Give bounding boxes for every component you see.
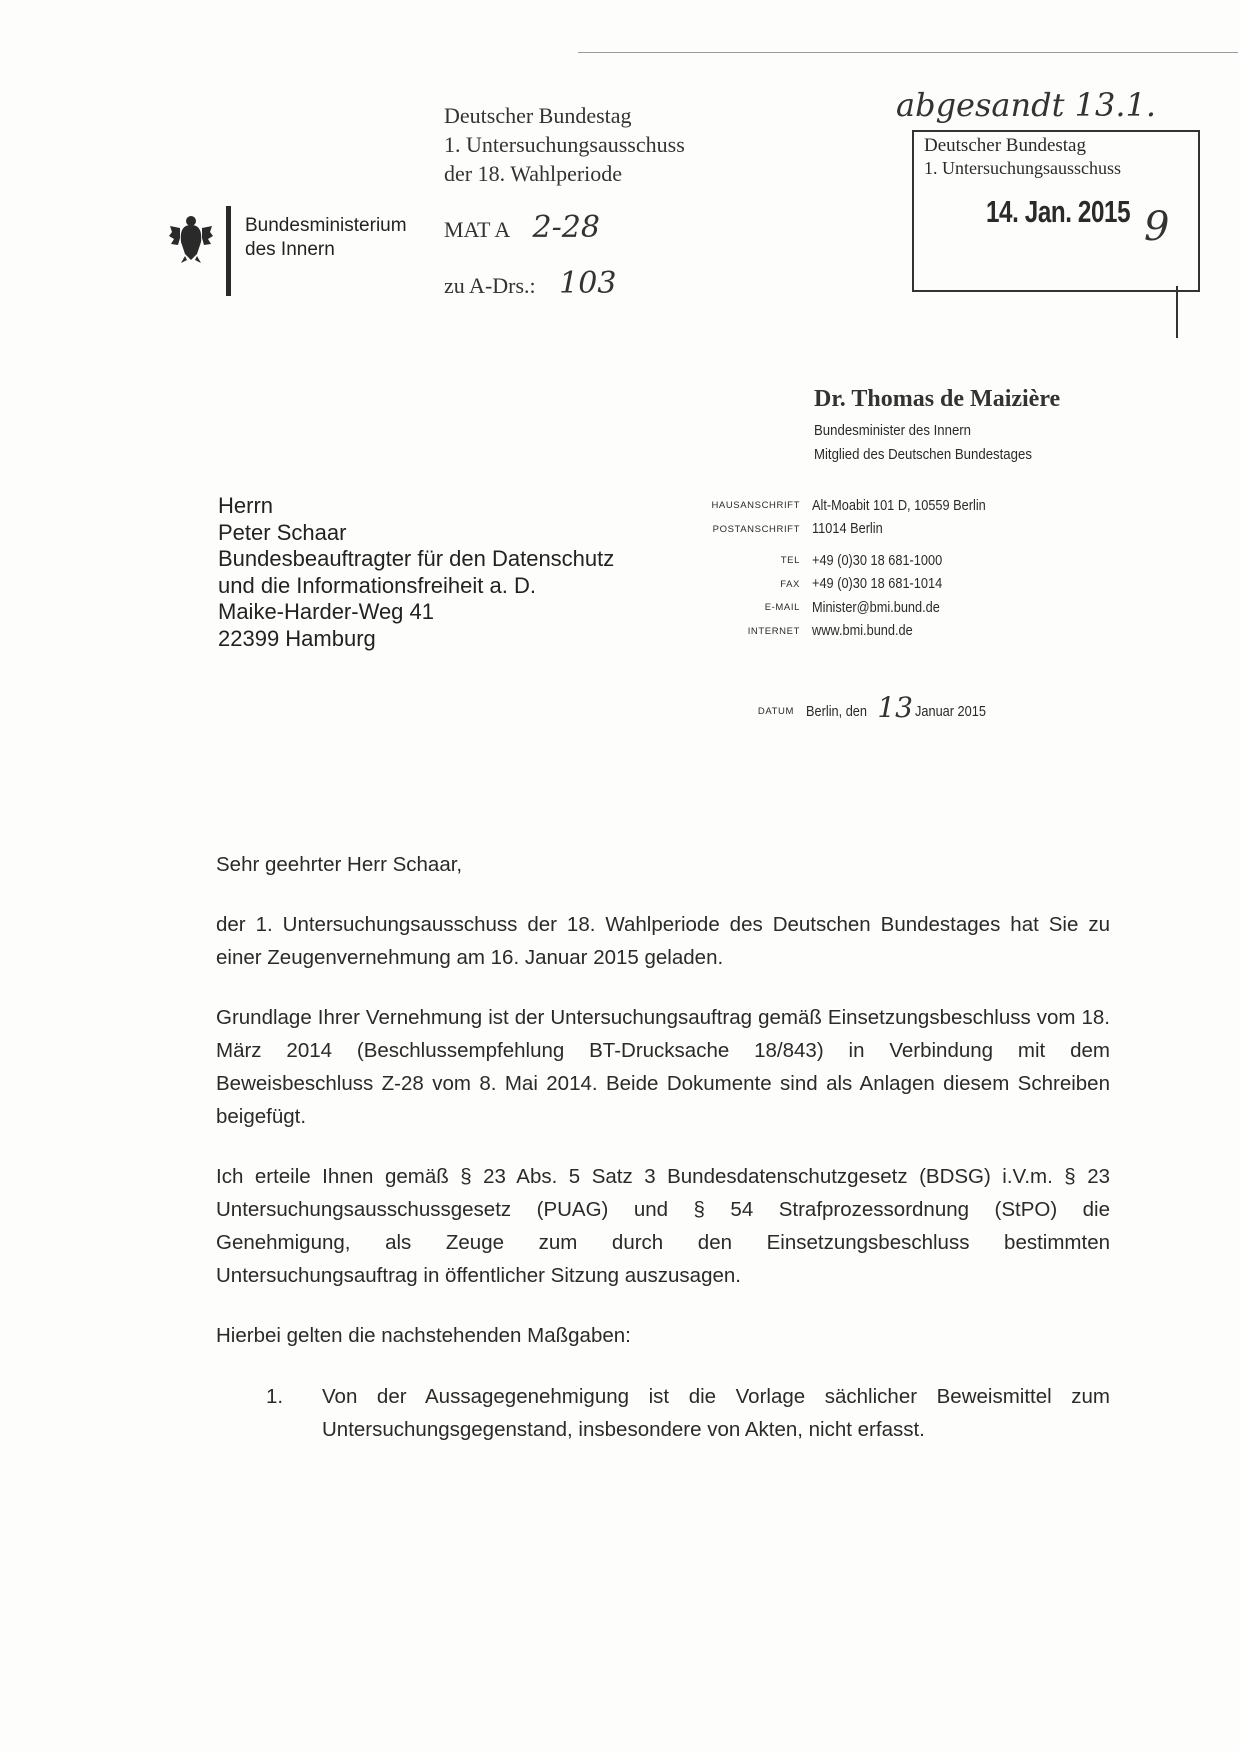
date-prefix: Berlin, den: [806, 703, 868, 720]
contact-row: [600, 518, 1009, 542]
handwritten-stroke: [1176, 286, 1178, 338]
contact-label: HAUSANSCHRIFT: [711, 500, 800, 512]
date-day-handwritten: 13: [877, 691, 913, 724]
ministry-name-line2: des Innern: [245, 239, 335, 260]
salutation: Sehr geehrter Herr Schaar,: [216, 853, 463, 876]
sender-title: [814, 419, 1032, 467]
top-rule: [578, 52, 1238, 53]
recipient-address: [218, 493, 614, 652]
body-paragraph: Grundlage Ihrer Vernehmung ist der Untersuchungsauftrag gemäß Einsetzungsbeschluss vom 18. März 2014 (Beschlussempfehlung BT-Drucksache 18/843) in Verbindung mit dem Beweisbeschluss Z-28 vom 8. Mai 2014. Beide Dokumente sind als Anlagen diesem Schreiben beigefügt.: [216, 1006, 1110, 1128]
recipient-line: und die Informationsfreiheit a. D.: [218, 572, 536, 598]
drs-reference: [444, 266, 616, 301]
stamp-date: 14. Jan. 2015: [986, 194, 1131, 229]
ministry-name: [245, 214, 407, 262]
contact-value: +49 (0)30 18 681-1014: [812, 576, 943, 593]
contact-label: TEL: [780, 555, 800, 567]
stamp-line2: 1. Untersuchungsausschuss: [924, 158, 1121, 178]
contact-label: POSTANSCHRIFT: [712, 523, 800, 535]
list-item: [266, 1380, 1110, 1446]
received-stamp: [912, 130, 1200, 292]
mat-value-handwritten: 2-28: [532, 210, 600, 245]
contact-value: 11014 Berlin: [812, 521, 883, 538]
body-paragraph: der 1. Untersuchungsausschuss der 18. Wahlperiode des Deutschen Bundestages hat Sie zu einer Zeugenvernehmung am 16. Januar 2015 geladen.: [216, 913, 1110, 969]
list-text: Von der Aussagegenehmigung ist die Vorlage sächlicher Beweismittel zum Untersuchungsgegenstand, insbesondere von Akten, nicht erfasst.: [322, 1385, 1110, 1441]
handwritten-sent-note: abgesandt 13.1.: [896, 86, 1157, 124]
contact-value: www.bmi.bund.de: [812, 623, 913, 640]
list-number: 1.: [266, 1385, 284, 1408]
logo-bar: [226, 206, 231, 296]
bundestag-line2: 1. Untersuchungsausschuss: [444, 132, 685, 157]
date-label: DATUM: [757, 706, 794, 717]
recipient-line: 22399 Hamburg: [218, 625, 376, 651]
bundestag-line1: Deutscher Bundestag: [444, 103, 632, 128]
body-paragraph: Ich erteile Ihnen gemäß § 23 Abs. 5 Satz 3 Bundesdatenschutzgesetz (BDSG) i.V.m. § 23 Untersuchungsausschussgesetz (PUAG) und § 54 Strafprozessordnung (StPO) die Genehmigung, als Zeuge zum durch den Einsetzungsbeschluss bestimmten Untersuchungsauftrag in öffentlicher Sitzung auszusagen.: [216, 1165, 1110, 1287]
contact-value: Minister@bmi.bund.de: [812, 599, 940, 616]
bundestag-line3: der 18. Wahlperiode: [444, 161, 623, 186]
contact-value: +49 (0)30 18 681-1000: [812, 552, 943, 569]
contact-label: E-MAIL: [764, 602, 800, 614]
contact-row: [600, 549, 1009, 573]
recipient-line: Herrn: [218, 493, 274, 518]
body-paragraph: Hierbei gelten die nachstehenden Maßgaben:: [216, 1324, 631, 1347]
recipient-line: Peter Schaar: [218, 519, 347, 545]
recipient-line: Bundesbeauftragter für den Datenschutz: [218, 546, 615, 571]
drs-value-handwritten: 103: [559, 266, 617, 301]
contact-label: INTERNET: [747, 625, 800, 637]
date-line: [600, 691, 996, 728]
sender-name: Dr. Thomas de Maizière: [814, 386, 1061, 412]
mat-label: MAT A: [444, 217, 510, 242]
sender-title-line2: Mitglied des Deutschen Bundestages: [814, 446, 1032, 463]
contact-details: [600, 494, 1009, 643]
ministry-name-line1: Bundesministerium: [245, 215, 407, 236]
letter-body: [216, 848, 1110, 1446]
federal-eagle-icon: [168, 212, 214, 264]
date-suffix: Januar 2015: [914, 703, 986, 720]
contact-row: [600, 596, 1009, 620]
contact-row: [600, 573, 1009, 597]
mat-reference: [444, 210, 600, 245]
drs-label: zu A-Drs.:: [444, 273, 536, 298]
contact-label: FAX: [780, 578, 800, 590]
stamp-line1: Deutscher Bundestag: [924, 135, 1086, 156]
sender-title-line1: Bundesminister des Innern: [814, 422, 972, 439]
bundestag-header: [444, 101, 685, 188]
contact-row: [600, 620, 1009, 644]
stamp-handwritten-number: 9: [1144, 204, 1170, 250]
recipient-line: Maike-Harder-Weg 41: [218, 599, 435, 624]
contact-value: Alt-Moabit 101 D, 10559 Berlin: [812, 497, 986, 514]
contact-row: [600, 494, 1009, 518]
